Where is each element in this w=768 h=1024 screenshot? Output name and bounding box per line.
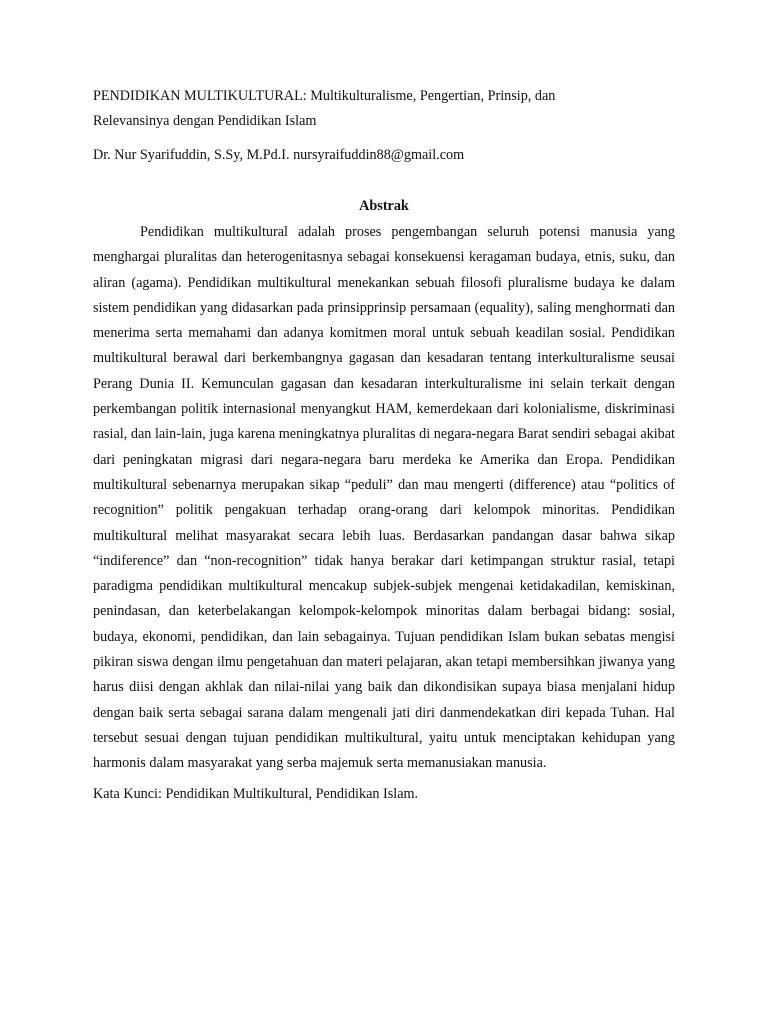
author-line: Dr. Nur Syarifuddin, S.Sy, M.Pd.I. nursyraifuddin88@gmail.com [93,147,465,163]
document-content [93,84,675,805]
document-title: PENDIDIKAN MULTIKULTURAL: Multikulturalisme, Pengertian, Prinsip, dan Relevansinya dengan Pendidikan Islam [93,88,556,129]
keywords-line: Kata Kunci: Pendidikan Multikultural, Pendidikan Islam. [93,785,419,802]
abstract-body: Pendidikan multikultural adalah proses pengembangan seluruh potensi manusia yang menghargai pluralitas dan heterogenitasnya sebagai konsekuensi keragaman budaya, etnis, suku, dan aliran (agama). Pendidikan multikultural menekankan sebuah filosofi pluralisme budaya ke dalam sistem pendidikan yang didasarkan pada prinsipprinsip persamaan (equality), saling menghormati dan menerima serta memahami dan adanya komitmen moral untuk sebuah keadilan sosial. Pendidikan multikultural berawal dari berkembangnya gagasan dan kesadaran tentang interkulturalisme seusai Perang Dunia II. Kemunculan gagasan dan kesadaran interkulturalisme ini selain terkait dengan perkembangan politik internasional menyangkut HAM, kemerdekaan dari kolonialisme, diskriminasi rasial, dan lain-lain, juga karena meningkatnya pluralitas di negara-negara Barat sendiri sebagai akibat dari peningkatan migrasi dari negara-negara baru merdeka ke Amerika dan Eropa. Pendidikan multikultural sebenarnya merupakan sikap “peduli” dan mau mengerti (difference) atau “politics of recognition” politik pengakuan terhadap orang-orang dari kelompok minoritas. Pendidikan multikultural melihat masyarakat secara lebih luas. Berdasarkan pandangan dasar bahwa sikap “indiference” dan “non-recognition” tidak hanya berakar dari ketimpangan struktur rasial, tetapi paradigma pendidikan multikultural mencakup subjek-subjek mengenai ketidakadilan, kemiskinan, penindasan, dan keterbelakangan kelompok-kelompok minoritas dalam berbagai bidang: sosial, budaya, ekonomi, pendidikan, dan lain sebagainya. Tujuan pendidikan Islam bukan sebatas mengisi pikiran siswa dengan ilmu pengetahuan dan materi pelajaran, akan tetapi membersihkan jiwanya yang harus diisi dengan akhlak dan nilai-nilai yang baik dan dikondisikan supaya biasa menjalani hidup dengan baik serta sebagai sarana dalam mengenali jati diri danmendekatkan diri kepada Tuhan. Hal tersebut sesuai dengan tujuan pendidikan multikultural, yaitu untuk menciptakan kehidupan yang harmonis dalam masyarakat yang serba majemuk serta memanusiakan manusia. [93,224,675,772]
abstract-heading: Abstrak [359,198,409,214]
